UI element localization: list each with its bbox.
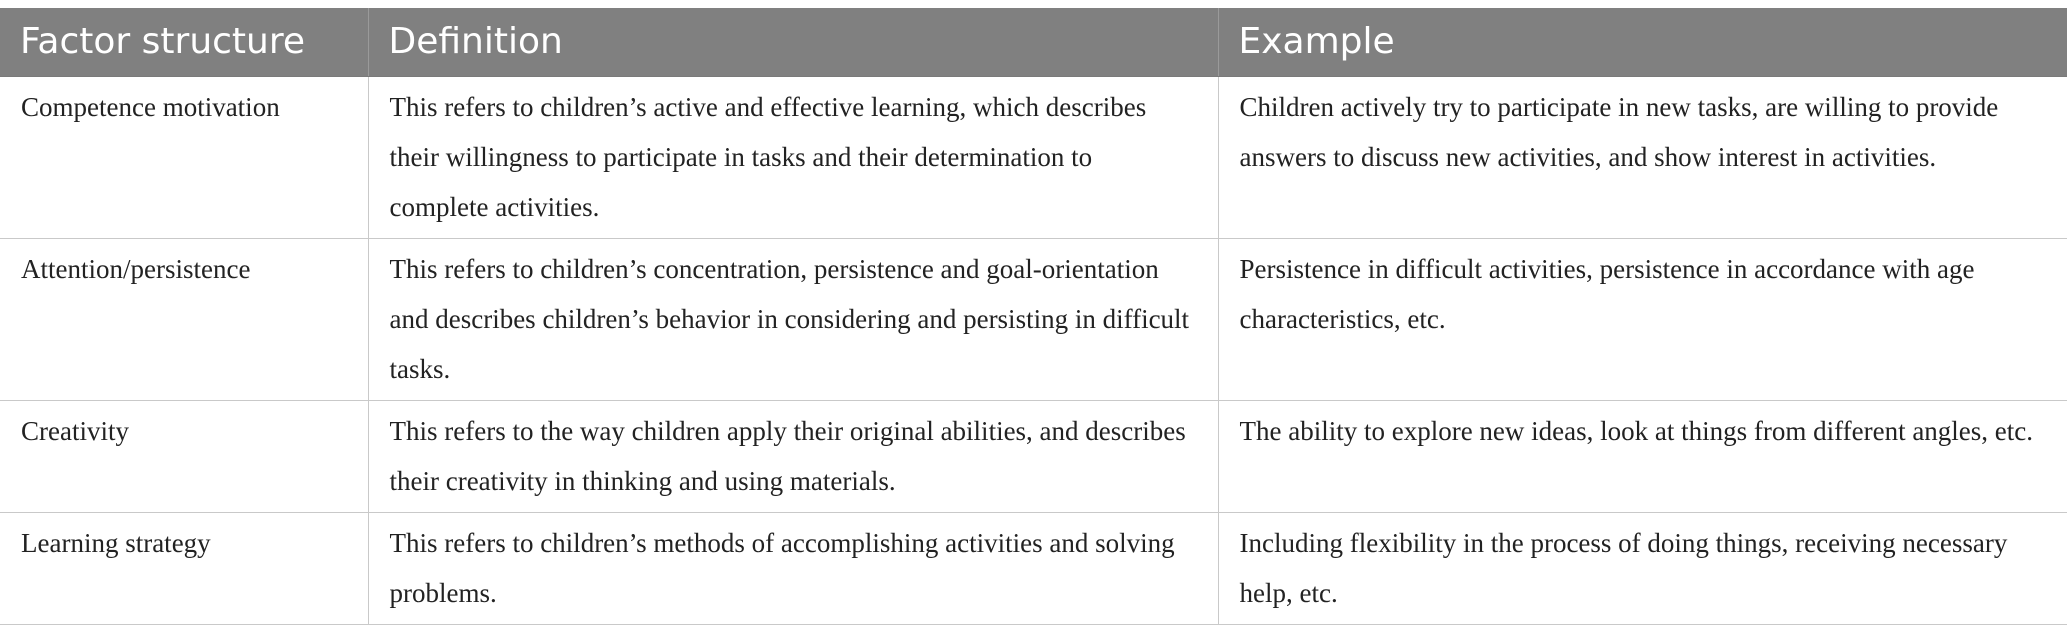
example-cell: Including flexibility in the process of doing things, receiving necessary help, etc. [1218,512,2067,624]
factor-cell: Learning strategy [0,512,368,624]
table-row [0,76,2067,238]
example-cell: Children actively try to participate in new tasks, are willing to provide answers to discuss new activities, and show interest in activities. [1218,76,2067,238]
header-factor-structure: Factor structure [0,8,368,76]
example-cell: Persistence in difficult activities, persistence in accordance with age characteristics, etc. [1218,238,2067,400]
table-row [0,400,2067,512]
table-row [0,512,2067,624]
factor-structure-table-container [0,8,2067,625]
definition-cell: This refers to children’s active and effective learning, which describes their willingness to participate in tasks and their determination to complete activities. [368,76,1218,238]
example-cell: The ability to explore new ideas, look at things from different angles, etc. [1218,400,2067,512]
factor-structure-table [0,8,2067,625]
header-definition: Definition [368,8,1218,76]
definition-cell: This refers to children’s concentration, persistence and goal-orientation and describes children’s behavior in considering and persisting in difficult tasks. [368,238,1218,400]
definition-cell: This refers to the way children apply their original abilities, and describes their creativity in thinking and using materials. [368,400,1218,512]
factor-cell: Competence motivation [0,76,368,238]
table-header [0,8,2067,76]
header-example: Example [1218,8,2067,76]
factor-cell: Creativity [0,400,368,512]
definition-cell: This refers to children’s methods of accomplishing activities and solving problems. [368,512,1218,624]
table-body [0,76,2067,624]
factor-cell: Attention/persistence [0,238,368,400]
table-row [0,238,2067,400]
header-row [0,8,2067,76]
